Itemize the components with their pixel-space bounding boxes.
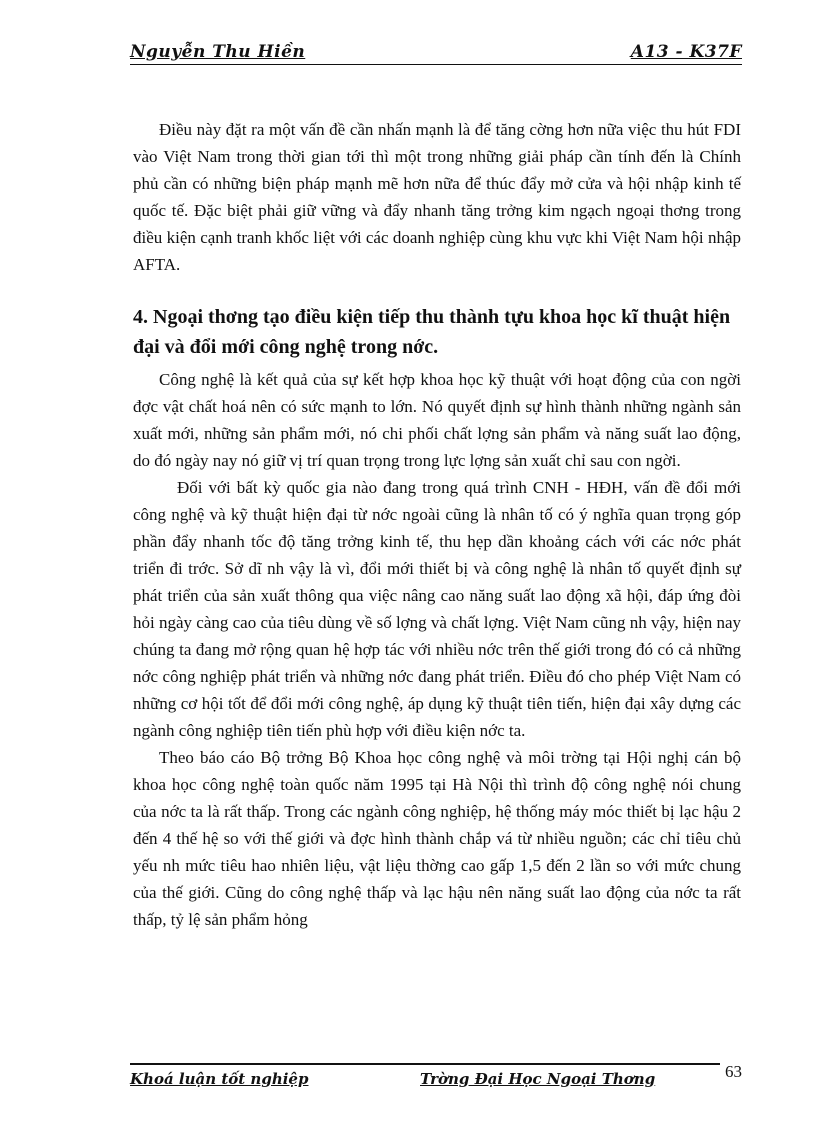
page-number: 63 <box>725 1062 742 1081</box>
page-footer <box>130 1058 742 1088</box>
page-header <box>130 40 742 66</box>
footer-rule <box>130 1063 720 1065</box>
paragraph-innovation: Đối với bất kỳ quốc gia nào đang trong quá trình CNH - HĐH, vấn đề đổi mới công nghệ và kỹ thuật hiện đại từ nớc ngoài cũng là nhân tố có ý nghĩa quan trọng góp phần đẩy nhanh tốc độ tăng trởng kinh tế, thu hẹp dần khoảng cách với các nớc phát triển đi trớc. Sở dĩ nh vậy là vì, đổi mới thiết bị và công nghệ là nhân tố quyết định sự phát triển của sản xuất thông qua việc nâng cao năng suất lao động xã hội, đáp ứng đòi hỏi ngày càng cao của tiêu dùng về số lợng và chất lợng. Việt Nam cũng nh vậy, hiện nay chúng ta đang mở rộng quan hệ hợp tác với nhiều nớc trên thế giới trong đó có cả những nớc công nghiệp phát triển và những nớc đang phát triển. Điều đó cho phép Việt Nam có những cơ hội tốt để đổi mới công nghệ, áp dụng kỹ thuật tiên tiến, hiện đại xây dựng các ngành công nghiệp tiên tiến phù hợp với điều kiện nớc ta. <box>133 478 742 740</box>
paragraph-report: Theo báo cáo Bộ trởng Bộ Khoa học công nghệ và môi trờng tại Hội nghị cán bộ khoa học công nghệ toàn quốc năm 1995 tại Hà Nội thì trình độ công nghệ nói chung của nớc ta là rất thấp. Trong các ngành công nghiệp, hệ thống máy móc thiết bị lạc hậu 2 đến 4 thế hệ so với thế giới và đợc hình thành chắp vá từ nhiều nguồn; các chỉ tiêu chủ yếu nh mức tiêu hao nhiên liệu, vật liệu thờng cao gấp 1,5 đến 2 lần so với mức chung của thế giới. Cũng do công nghệ thấp và lạc hậu nên năng suất lao động của nớc ta rất thấp, tỷ lệ sản phẩm hỏng <box>133 748 741 929</box>
paragraph-technology: Công nghệ là kết quả của sự kết hợp khoa học kỹ thuật với hoạt động của con ngời đợc vật chất hoá nên có sức mạnh to lớn. Nó quyết định sự hình thành những ngành sản xuất mới, những sản phẩm mới, nó chi phối chất lợng sản phẩm và năng suất lao động, do đó ngày nay nó giữ vị trí quan trọng trong lực lợng sản xuất chỉ sau con ngời. <box>133 370 741 470</box>
header-rule <box>130 64 742 65</box>
class-code: A13 - K37F <box>630 42 742 62</box>
author-name: Nguyễn Thu Hiền <box>130 42 306 62</box>
paragraph-fdi: Điều này đặt ra một vấn đề cần nhấn mạnh là để tăng cờng hơn nữa việc thu hút FDI vào Việt Nam trong thời gian tới thì một trong những giải pháp cần tính đến là Chính phủ cần có những biện pháp mạnh mẽ hơn nữa để thúc đẩy mở cửa và hội nhập kinh tế quốc tế. Đặc biệt phải giữ vững và đẩy nhanh tăng trởng kim ngạch ngoại thơng trong điều kiện cạnh tranh khốc liệt với các doanh nghiệp cùng khu vực khi Việt Nam hội nhập AFTA. <box>133 120 741 274</box>
document-body <box>133 116 741 933</box>
footer-thesis: Khoá luận tốt nghiệp <box>130 1070 309 1088</box>
section-heading: 4. Ngoại thơng tạo điều kiện tiếp thu thành tựu khoa học kĩ thuật hiện đại và đổi mới công nghệ trong nớc. <box>133 306 731 358</box>
footer-university: Trờng Đại Học Ngoại Thơng <box>420 1070 656 1088</box>
